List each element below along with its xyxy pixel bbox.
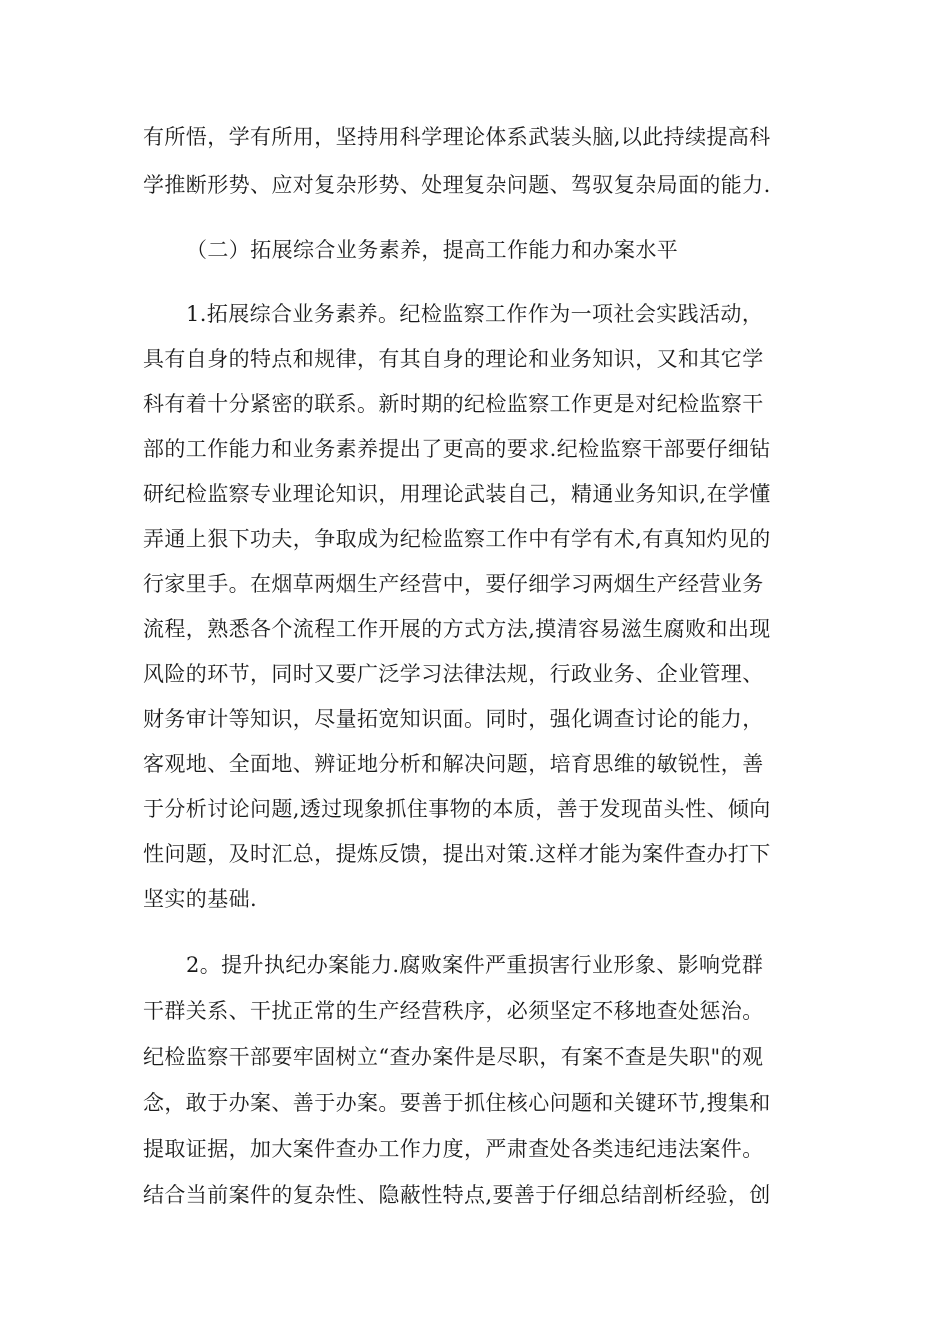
text-line: 客观地、全面地、辨证地分析和解决问题，培育思维的敏锐性，善 [143, 752, 764, 776]
text-line: 研纪检监察专业理论知识，用理论武装自己，精通业务知识,在学懂 [143, 482, 771, 506]
text-line: 干群关系、干扰正常的生产经营秩序，必须坚定不移地查处惩治。 [143, 999, 764, 1023]
text-line: 纪检监察干部要牢固树立“查办案件是尽职，有案不查是失职"的观 [143, 1045, 764, 1069]
text-line: 财务审计等知识，尽量拓宽知识面。同时，强化调查讨论的能力， [143, 707, 764, 731]
text-line: 2。提升执纪办案能力.腐败案件严重损害行业形象、影响党群 [186, 953, 764, 977]
text-line: 科有着十分紧密的联系。新时期的纪检监察工作更是对纪检监察干 [143, 392, 764, 416]
section-heading: （二）拓展综合业务素养，提高工作能力和办案水平 [186, 238, 679, 262]
text-line: 部的工作能力和业务素养提出了更高的要求.纪检监察干部要仔细钻 [143, 437, 771, 461]
text-line: 念，敢于办案、善于办案。要善于抓住核心问题和关键环节,搜集和 [143, 1091, 771, 1115]
text-line: 流程，熟悉各个流程工作开展的方式方法,摸清容易滋生腐败和出现 [143, 617, 771, 641]
text-line: 风险的环节，同时又要广泛学习法律法规，行政业务、企业管理、 [143, 662, 764, 686]
text-line: 有所悟，学有所用，坚持用科学理论体系武装头脑,以此持续提高科 [143, 125, 771, 149]
text-line: 弄通上狠下功夫，争取成为纪检监察工作中有学有术,有真知灼见的 [143, 527, 771, 551]
text-line: 性问题，及时汇总，提炼反馈，提出对策.这样才能为案件查办打下 [143, 842, 771, 866]
text-line: 坚实的基础. [143, 887, 258, 911]
text-line: 结合当前案件的复杂性、隐蔽性特点,要善于仔细总结剖析经验，创 [143, 1183, 771, 1207]
text-line: 于分析讨论问题,透过现象抓住事物的本质，善于发现苗头性、倾向 [143, 797, 771, 821]
text-line: 学推断形势、应对复杂形势、处理复杂问题、驾驭复杂局面的能力. [143, 173, 771, 197]
text-line: 1.拓展综合业务素养。纪检监察工作作为一项社会实践活动， [186, 302, 764, 326]
text-line: 提取证据，加大案件查办工作力度，严肃查处各类违纪违法案件。 [143, 1137, 764, 1161]
text-line: 行家里手。在烟草两烟生产经营中，要仔细学习两烟生产经营业务 [143, 572, 764, 596]
text-line: 具有自身的特点和规律，有其自身的理论和业务知识，又和其它学 [143, 347, 764, 371]
